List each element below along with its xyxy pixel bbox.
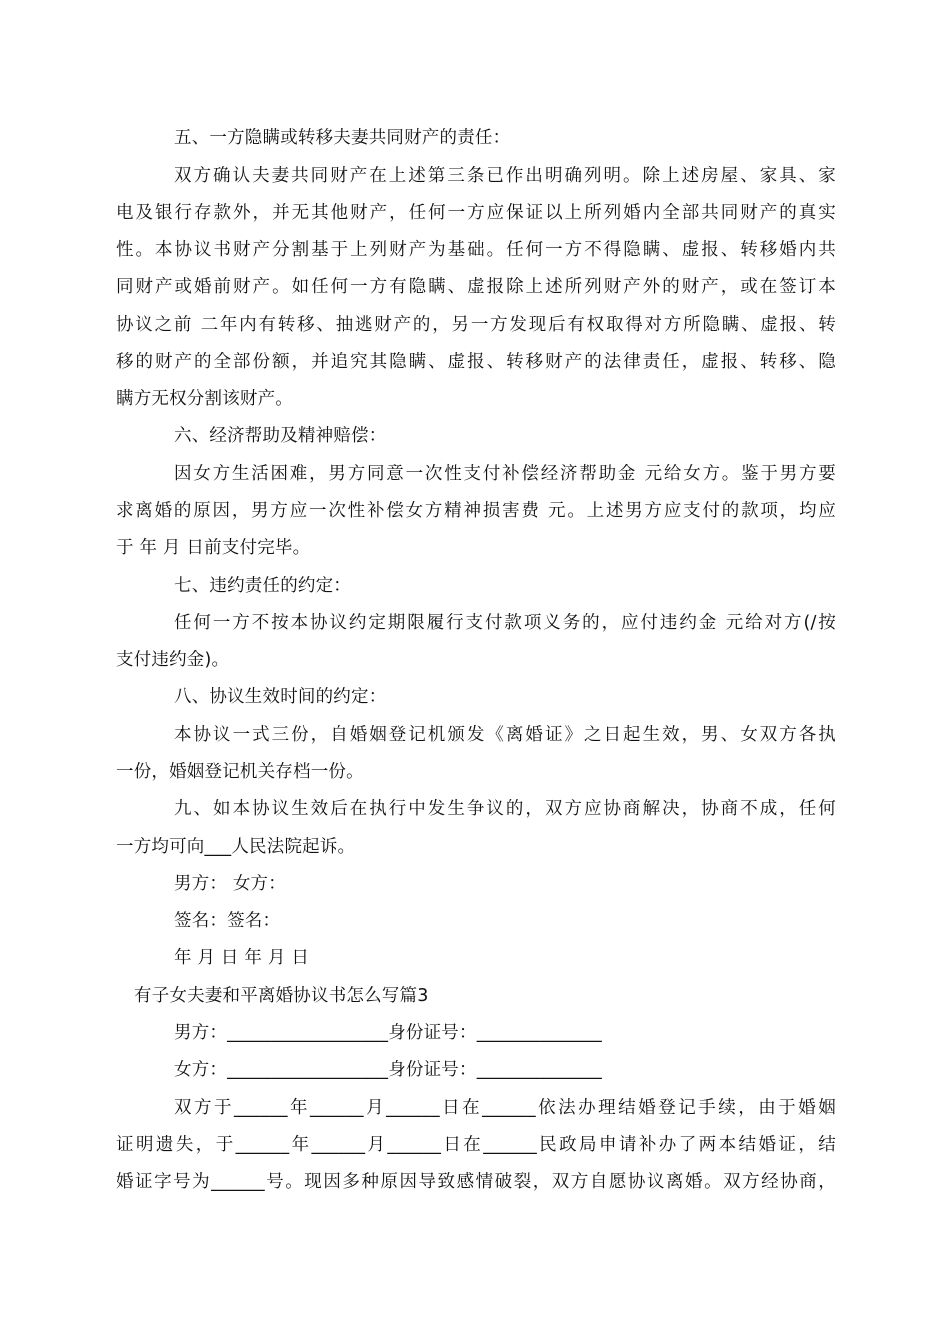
article-3-line-3: 婚证字号为______号。现因多种原因导致感情破裂，双方自愿协议离婚。双方经协商， — [116, 1172, 836, 1192]
section-8-line-1: 本协议一式三份，自婚姻登记机颁发《离婚证》之日起生效，男、女双方各执 — [174, 725, 836, 745]
section-5-line-3: 性。本协议书财产分割基于上列财产为基础。任何一方不得隐瞒、虚报、转移婚内共 — [116, 240, 836, 260]
section-5-line-6: 移的财产的全部份额，并追究其隐瞒、虚报、转移财产的法律责任，虚报、转移、隐 — [116, 352, 836, 372]
section-6-line-2: 求离婚的原因，男方应一次性补偿女方精神损害费 元。上述男方应支付的款项，均应 — [116, 501, 836, 521]
section-5-line-4: 同财产或婚前财产。如任何一方有隐瞒、虚报除上述所列财产外的财产，或在签订本 — [116, 277, 836, 297]
section-5-line-5: 协议之前 二年内有转移、抽逃财产的，另一方发现后有权取得对方所隐瞒、虚报、转 — [116, 315, 836, 335]
male-party-line: 男方：__________________身份证号：______________ — [174, 1023, 602, 1043]
section-5-line-1: 双方确认夫妻共同财产在上述第三条已作出明确列明。除上述房屋、家具、家 — [174, 166, 836, 186]
section-7-heading: 七、违约责任的约定： — [174, 576, 351, 596]
section-6-line-1: 因女方生活困难，男方同意一次性支付补偿经济帮助金 元给女方。鉴于男方要 — [174, 464, 836, 484]
female-party-line: 女方：__________________身份证号：______________ — [174, 1060, 602, 1080]
section-8-line-2: 一份，婚姻登记机关存档一份。 — [116, 762, 364, 782]
signature-dates: 年 月 日 年 月 日 — [174, 948, 310, 968]
section-6-heading: 六、经济帮助及精神赔偿： — [174, 426, 387, 446]
section-7-line-2: 支付违约金)。 — [116, 650, 230, 670]
article-3-line-1: 双方于______年______月______日在______依法办理结婚登记手续，由于婚姻 — [174, 1098, 836, 1118]
article-3-title: 有子女夫妻和平离婚协议书怎么写篇3 — [134, 986, 429, 1006]
section-5-line-2: 电及银行存款外，并无其他财产，任何一方应保证以上所列婚内全部共同财产的真实 — [116, 203, 836, 223]
signature-parties: 男方： 女方： — [174, 874, 286, 894]
section-9-line-1: 九、如本协议生效后在执行中发生争议的，双方应协商解决，协商不成，任何 — [174, 799, 836, 819]
signature-names: 签名：签名： — [174, 911, 281, 931]
section-5-heading: 五、一方隐瞒或转移夫妻共同财产的责任： — [174, 128, 511, 148]
section-6-line-3: 于 年 月 日前支付完毕。 — [116, 538, 311, 558]
article-3-line-2: 证明遗失，于______年______月______日在______民政局申请补办了两本结婚证，结 — [116, 1135, 836, 1155]
section-9-line-2: 一方均可向___人民法院起诉。 — [116, 837, 356, 857]
section-7-line-1: 任何一方不按本协议约定期限履行支付款项义务的，应付违约金 元给对方(/按 — [174, 613, 836, 633]
section-8-heading: 八、协议生效时间的约定： — [174, 687, 387, 707]
section-5-line-7: 瞒方无权分割该财产。 — [116, 389, 293, 409]
